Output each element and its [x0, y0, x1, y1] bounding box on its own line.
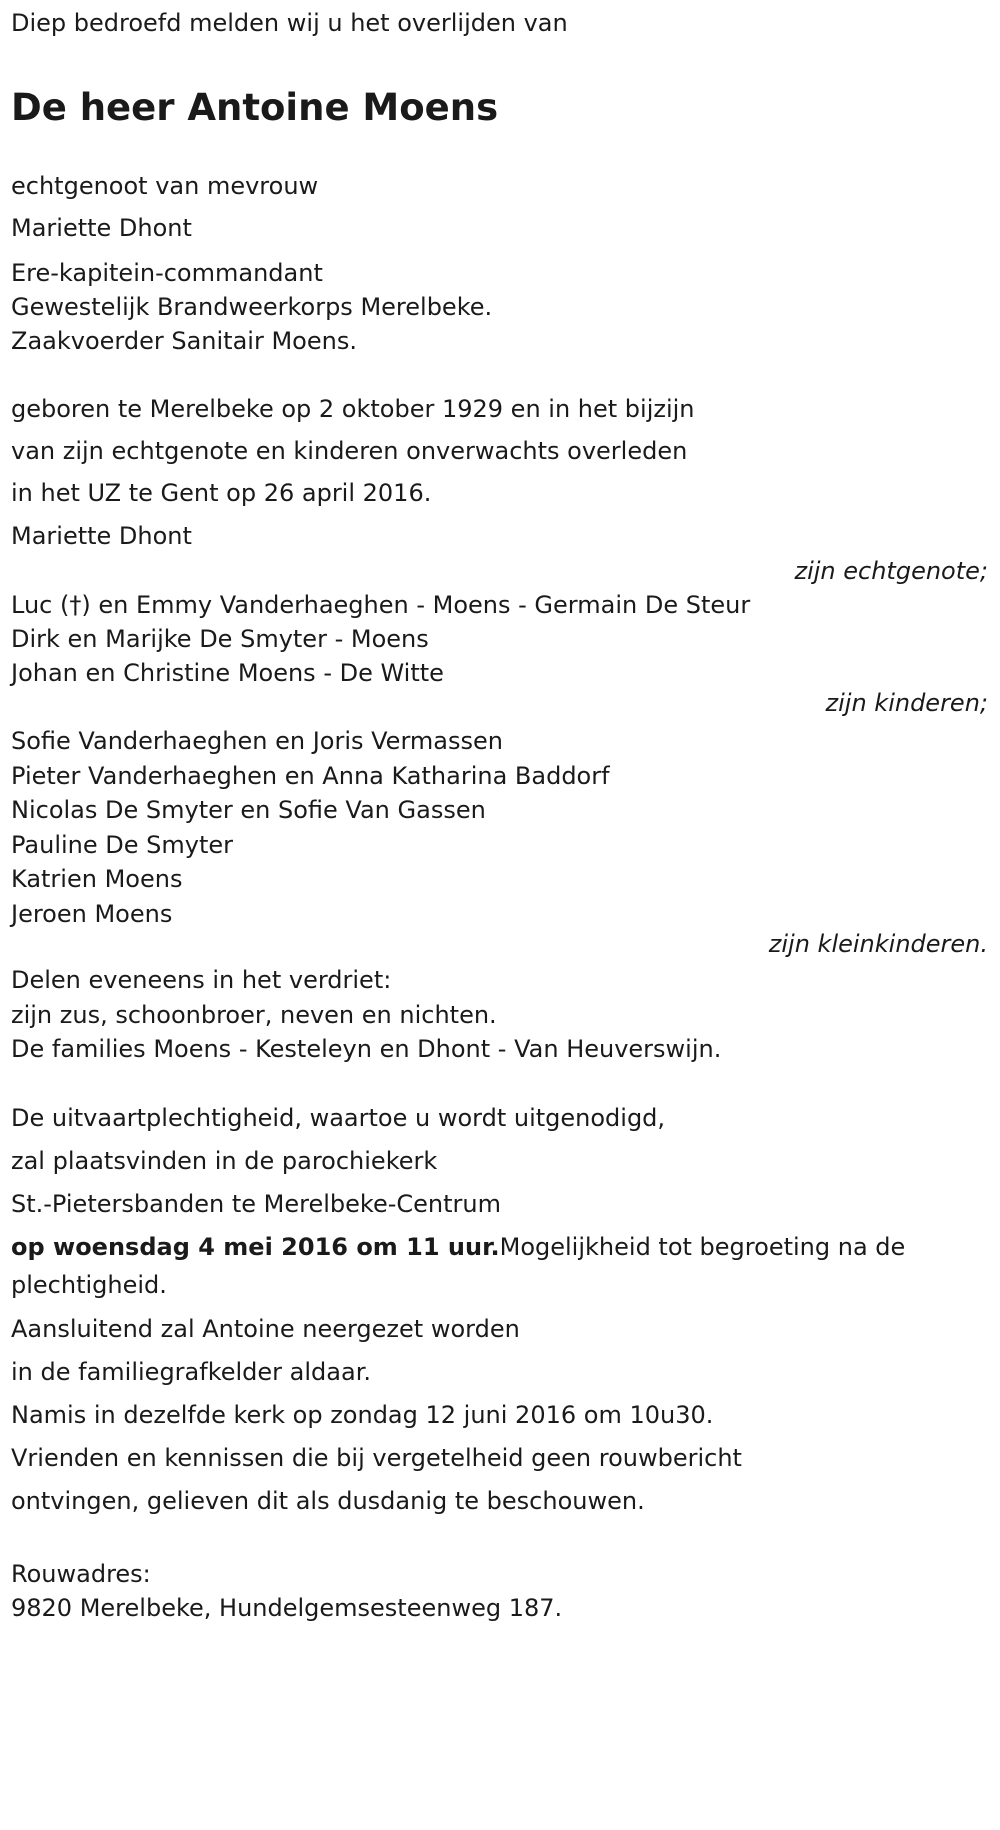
grandchildren-block [11, 724, 1000, 931]
grandchild-line: Nicolas De Smyter en Sofie Van Gassen [11, 796, 486, 825]
child-line: Johan en Christine Moens - De Witte [11, 659, 444, 688]
after-line: Namis in dezelfde kerk op zondag 12 juni 2016 om 10u30. [11, 1400, 714, 1429]
others-line: De families Moens - Kesteleyn en Dhont - Van Heuverswijn. [11, 1035, 722, 1064]
funeral-line: zal plaatsvinden in de parochiekerk [11, 1146, 438, 1175]
after-line: Aansluitend zal Antoine neergezet worden [11, 1314, 520, 1343]
others-line: zijn zus, schoonbroer, neven en nichten. [11, 1000, 497, 1029]
grandchildren-label: zijn kleinkinderen. [768, 930, 988, 959]
title-line: Gewestelijk Brandweerkorps Merelbeke. [11, 293, 493, 322]
funeral-date-rest: Mogelijkheid tot begroeting na de plechtigheid. [11, 1232, 906, 1299]
grandchild-line: Jeroen Moens [11, 899, 173, 928]
obituary-notice [0, 8, 1000, 1625]
after-block [11, 1308, 1000, 1523]
title-line: Ere-kapitein-commandant [11, 259, 323, 288]
birth-death-line: in het UZ te Gent op 26 april 2016. [11, 479, 432, 508]
child-line: Luc (†) en Emmy Vanderhaeghen - Moens - Germain De Steur [11, 591, 751, 620]
family-spouse: Mariette Dhont [11, 522, 192, 551]
birth-death-block [11, 388, 1000, 514]
others-line: Delen eveneens in het verdriet: [11, 966, 392, 995]
after-line: ontvingen, gelieven dit als dusdanig te beschouwen. [11, 1486, 645, 1515]
after-line: in de familiegrafkelder aldaar. [11, 1357, 371, 1386]
address-block [11, 1557, 1000, 1625]
spouse-name: Mariette Dhont [11, 214, 192, 243]
grandchild-line: Sofie Vanderhaeghen en Joris Vermassen [11, 727, 503, 756]
spouse-intro: echtgenoot van mevrouw [11, 172, 319, 201]
grandchild-line: Pieter Vanderhaeghen en Anna Katharina Baddorf [11, 761, 610, 790]
funeral-date [11, 1228, 971, 1304]
address-label: Rouwadres: [11, 1559, 151, 1588]
titles-block [11, 256, 1000, 358]
title-line: Zaakvoerder Sanitair Moens. [11, 327, 357, 356]
grandchild-line: Katrien Moens [11, 865, 183, 894]
others-block [11, 963, 1000, 1067]
birth-death-line: geboren te Merelbeke op 2 oktober 1929 en in het bijzijn [11, 395, 695, 424]
child-line: Dirk en Marijke De Smyter - Moens [11, 625, 429, 654]
grandchild-line: Pauline De Smyter [11, 830, 233, 859]
address-value: 9820 Merelbeke, Hundelgemsesteenweg 187. [11, 1593, 563, 1622]
funeral-line: St.-Pietersbanden te Merelbeke-Centrum [11, 1189, 501, 1218]
funeral-block [11, 1097, 1000, 1226]
funeral-line: De uitvaartplechtigheid, waartoe u wordt uitgenodigd, [11, 1103, 666, 1132]
children-label: zijn kinderen; [825, 689, 988, 718]
birth-death-line: van zijn echtgenote en kinderen onverwachts overleden [11, 437, 688, 466]
funeral-date-bold: op woensdag 4 mei 2016 om 11 uur. [11, 1232, 500, 1261]
after-line: Vrienden en kennissen die bij vergetelheid geen rouwbericht [11, 1443, 742, 1472]
deceased-name: De heer Antoine Moens [11, 86, 499, 129]
intro-text: Diep bedroefd melden wij u het overlijden van [11, 9, 568, 37]
spouse-label: zijn echtgenote; [794, 557, 988, 586]
children-block [11, 588, 1000, 690]
